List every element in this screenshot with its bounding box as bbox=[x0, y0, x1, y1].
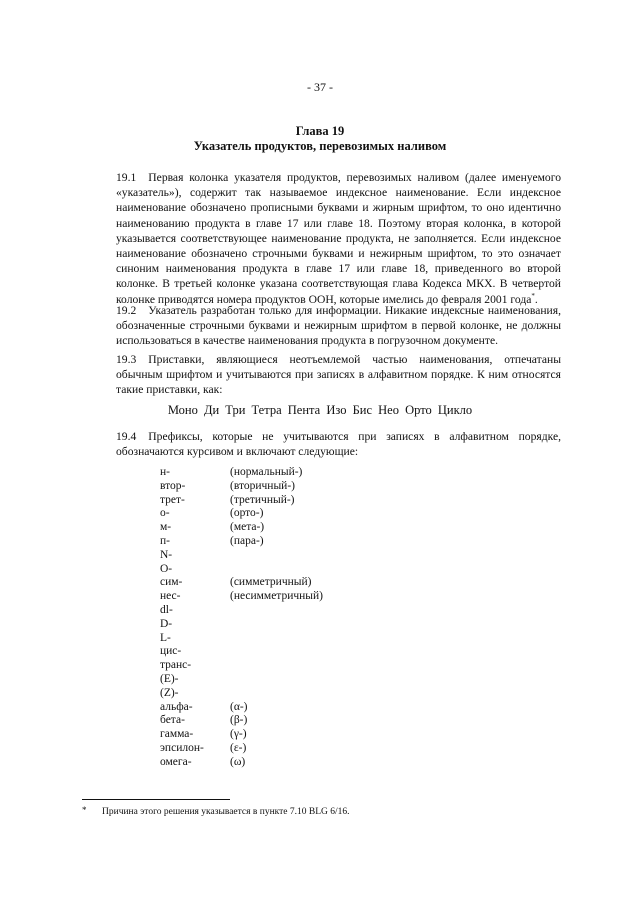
prefix-term: п- bbox=[160, 534, 170, 547]
paragraph-19-2 bbox=[116, 303, 561, 349]
prefix-meaning: (ω) bbox=[230, 755, 246, 768]
prefix-term: о- bbox=[160, 507, 170, 520]
chapter-number: Глава 19 bbox=[295, 124, 345, 138]
prefix-term: гамма- bbox=[160, 728, 194, 741]
prefix-term: трет- bbox=[160, 493, 185, 506]
prefix-term: м- bbox=[160, 521, 172, 534]
prefix-term: альфа- bbox=[160, 700, 193, 713]
paragraph-number: 19.3 bbox=[116, 353, 137, 366]
prefix-meaning: (пара-) bbox=[230, 534, 264, 547]
paragraph-19-4 bbox=[116, 429, 561, 459]
footnote-divider bbox=[82, 799, 230, 800]
prefix-meaning: (β-) bbox=[230, 714, 248, 727]
prefix-meaning: (ε-) bbox=[230, 741, 247, 754]
footnote-text: Причина этого решения указывается в пункте 7.10 BLG 6/16. bbox=[102, 807, 350, 817]
prefix-meaning: (вторичный-) bbox=[230, 479, 295, 492]
prefix-meaning: (орто-) bbox=[230, 507, 264, 520]
prefix-term: О- bbox=[160, 562, 173, 575]
prefix-term: цис- bbox=[160, 645, 182, 658]
prefix-term: (Z)- bbox=[160, 686, 179, 699]
prefix-term: н- bbox=[160, 466, 170, 478]
prefix-term: L- bbox=[160, 631, 171, 644]
prefix-term: омега- bbox=[160, 755, 192, 768]
paragraph-number: 19.2 bbox=[116, 304, 137, 317]
prefix-term: сим- bbox=[160, 576, 183, 589]
prefix-term: транс- bbox=[160, 659, 192, 672]
prefix-meaning: (γ-) bbox=[230, 728, 247, 741]
prefix-meaning: (несимметричный) bbox=[230, 590, 324, 603]
footnote-reference: * bbox=[531, 291, 535, 300]
prefix-term: D- bbox=[160, 617, 173, 630]
footnote-mark: * bbox=[82, 805, 87, 815]
prefix-examples: Моно Ди Три Тетра Пента Изо Бис Нео Орто Цикло bbox=[167, 403, 473, 417]
paragraph-text: Приставки, являющиеся неотъемлемой частью наименования, отпечатаны обычным шрифтом и учитываются при записях в алфавитном порядке. К ним относятся такие приставки, как: bbox=[116, 353, 561, 397]
paragraph-number: 19.1 bbox=[116, 171, 137, 184]
prefix-meaning: (нормальный-) bbox=[230, 466, 303, 478]
prefix-term: бета- bbox=[160, 714, 185, 727]
page-number: - 37 - bbox=[307, 80, 333, 94]
prefix-term: нес- bbox=[160, 590, 181, 603]
prefix-meaning: (мета-) bbox=[230, 521, 265, 534]
chapter-heading bbox=[0, 124, 640, 154]
prefix-meaning: (α-) bbox=[230, 700, 248, 713]
prefix-term: (E)- bbox=[160, 672, 179, 685]
paragraph-text: Префиксы, которые не учитываются при записях в алфавитном порядке, обозначаются курсивом и включают следующие: bbox=[116, 430, 561, 459]
prefix-meaning: (симметричный) bbox=[230, 576, 312, 589]
prefix-meaning: (третичный-) bbox=[230, 493, 295, 506]
prefix-term: эпсилон- bbox=[160, 741, 204, 754]
paragraph-19-3 bbox=[116, 352, 561, 398]
prefix-term: dl- bbox=[160, 603, 173, 616]
paragraph-text: Первая колонка указателя продуктов, перевозимых наливом (далее именуемого «указатель»), содержит так называемое индексное наименование. Если индексное наименование обозначено прописными буквами и жирным шрифтом, то оно идентично наименованию продукта в главе 17 или главе 18. Поэтому вторая колонка, в которой указывается соответствующее наименование продукта, не заполняется. Если индексное наименование обозначено строчными буквами и нежирным шрифтом, то это означает синоним наименования продукта в главе 17 или главе 18, приведенного во второй колонке. В третьей колонке указана соответствующая глава Кодекса МКХ. В четвертой колонке приводятся номера продуктов ООН, которые имелись до февраля 2001 года bbox=[116, 171, 561, 306]
paragraph-end: . bbox=[534, 292, 538, 306]
paragraph-number: 19.4 bbox=[116, 430, 137, 443]
prefix-term: втор- bbox=[160, 479, 186, 492]
prefix-term: N- bbox=[160, 548, 173, 561]
paragraph-19-1 bbox=[116, 170, 561, 307]
paragraph-text: Указатель разработан только для информации. Никакие индексные наименования, обозначенные строчными буквами и нежирным шрифтом в первой колонке, не должны использоваться в качестве наименования продукта в погрузочном документе. bbox=[116, 304, 561, 348]
chapter-title: Указатель продуктов, перевозимых наливом bbox=[193, 139, 447, 153]
